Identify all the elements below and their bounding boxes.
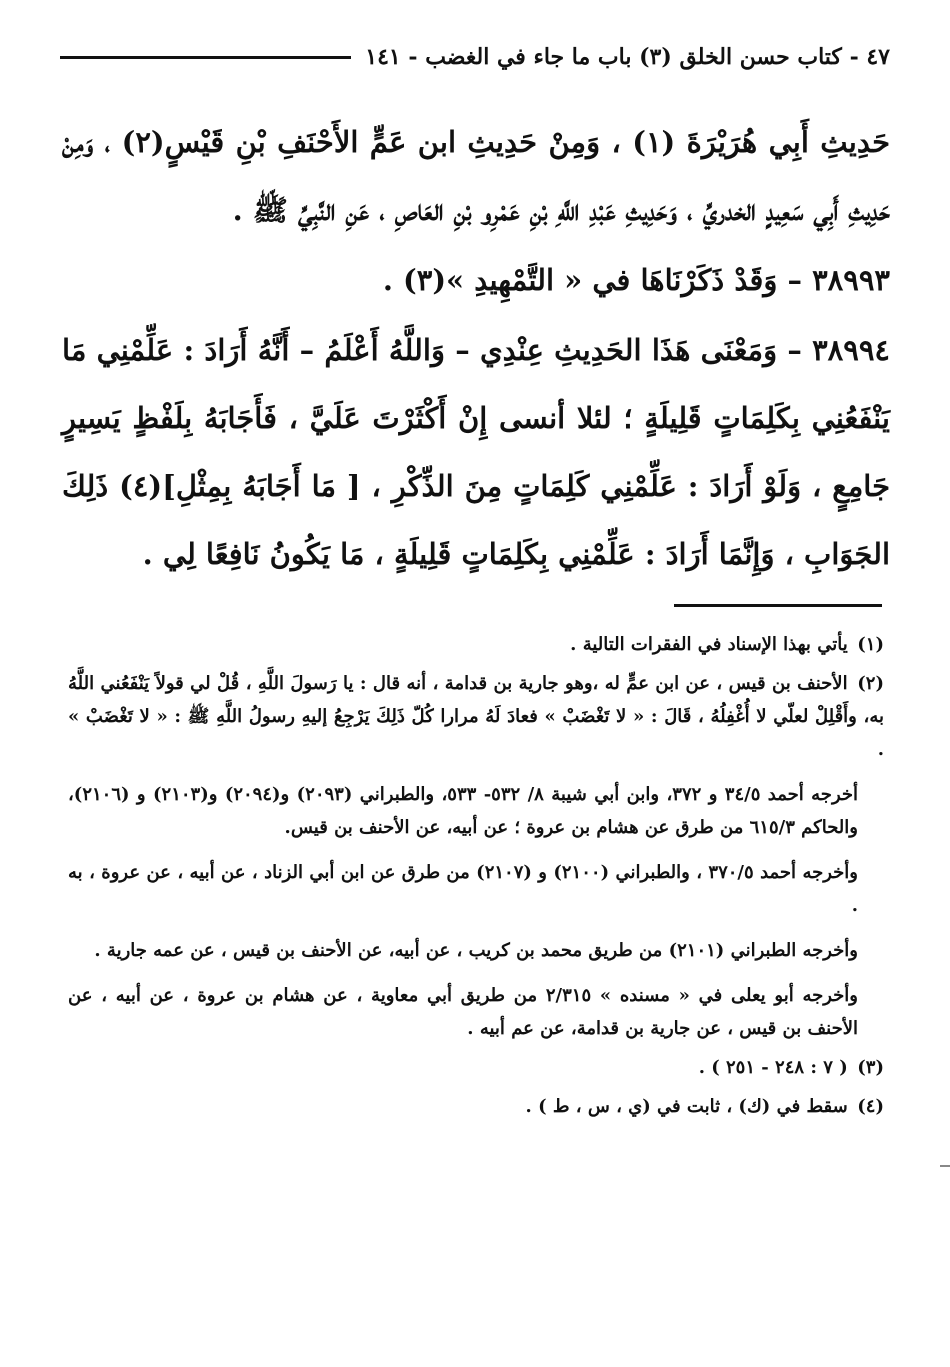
footnote-number: (٣) xyxy=(857,1057,884,1078)
page-header xyxy=(60,40,890,74)
footnote-2-source-3: وأخرجه الطبراني (٢١٠١) من طريق محمد بن كريب ، عن أبيه، عن الأحنف بن قيس ، عن عمه جارية . xyxy=(94,940,858,961)
footnote-4 xyxy=(68,1090,884,1123)
footnote-text: سقط في (ك) ، ثابت في (ي ، س ، ط ) . xyxy=(525,1096,848,1117)
scan-edge-mark xyxy=(940,1165,950,1167)
running-title: ٤٧ - كتاب حسن الخلق (٣) باب ما جاء في الغضب - ١٤١ xyxy=(365,44,890,70)
footnote-2-source-4: وأخرجه أبو يعلى في « مسنده » ٢/٣١٥ من طريق أبي معاوية ، عن هشام بن عروة ، عن أبيه ، عن الأحنف بن قيس ، عن جارية بن قدامة، عن عم أبيه . xyxy=(68,985,858,1039)
footnote-2-source-1: أخرجه أحمد ٣٤/٥ و ٣٧٢، وابن أبي شيبة ٨/ ٥٣٢- ٥٣٣، والطبراني (٢٠٩٣) و(٢٠٩٤) و(٢١٠٣) و (٢١٠٦)، والحاكم ٦١٥/٣ من طرق عن هشام بن عروة ؛ عن أبيه، عن الأحنف بن قيس. xyxy=(68,784,858,838)
footnote-2 xyxy=(68,667,884,766)
footnote-3 xyxy=(68,1051,884,1084)
footnote-number: (٢) xyxy=(857,673,884,694)
footnote-number: (١) xyxy=(857,634,884,655)
paragraph-38994: ٣٨٩٩٤ – وَمَعْنَى هَذَا الحَدِيثِ عِنْدِي – وَاللَّهُ أَعْلَمُ – أَنَّهُ أَرَادَ : عَلِّمْنِي مَا يَنْفَعُنِي بِكَلِمَاتٍ قَلِيلَةٍ ؛ لئلا أنسى إِنْ أَكْثَرْتَ عَلَيَّ ، فَأَجَابَهُ بِلَفْظٍ يَسِيرٍ جَامِعٍ ، وَلَوْ أَرَادَ : عَلِّمْنِي كَلِمَاتٍ مِنَ الذِّكْرِ ، [ مَا أَجَابَهُ بِمِثْلِ](٤) ذَلِكَ الجَوَابِ ، وَإِنَّمَا أَرَادَ : عَلِّمْنِي بِكَلِمَاتٍ قَلِيلَةٍ ، مَا يَكُونُ نَافِعًا لِي . xyxy=(62,333,890,571)
footnote-text: الأحنف بن قيس ، عن ابن عمٍّ له ،وهو جارية بن قدامة ، أنه قال : يا رَسولَ اللَّهِ ، قُلْ لي قولاً يَنْفَعُني اللَّهُ به، وأَقْلِلْ لعلّي لا أُغْفِلُهُ ، قَالَ : « لا تَغْضَبْ » فعادَ لَهُ مرارا كُلّ ذَلِكَ يَرْجِعُ إليهِ رسولُ اللَّهِ ﷺ : « لا تَغْضَبْ » . xyxy=(68,673,884,760)
footnote-2-source-2: وأخرجه أحمد ٣٧٠/٥ ، والطبراني (٢١٠٠) و (٢١٠٧) من طرق عن ابن أبي الزناد ، عن أبيه ، عن عروة ، به . xyxy=(68,862,858,916)
footnotes xyxy=(68,628,884,1129)
header-rule xyxy=(60,56,351,59)
paragraph-38993: ٣٨٩٩٣ – وَقَدْ ذَكَرْنَاهَا في « التَّمْهِيدِ »(٣) . xyxy=(382,263,890,297)
main-text xyxy=(62,108,890,588)
paragraph-1: حَدِيثِ أَبِي هُرَيْرَةَ (١) ، وَمِنْ حَدِيثِ ابن عَمٍّ الأَحْنَفِ بْنِ قَيْسٍ(٢) ، وَمِنْ حَدِيثِ أَبِي سَعِيدٍ الخدريِّ ، وَحَدِيثِ عَبْدِ اللَّهِ بْنِ عَمْرِو بْنِ العَاصِ ، عَنِ النَّبِيِّ ﷺ . xyxy=(62,125,890,227)
footnote-number: (٤) xyxy=(857,1096,884,1117)
footnote-separator xyxy=(674,604,882,607)
footnote-1 xyxy=(68,628,884,661)
footnote-text: يأتي بهذا الإسناد في الفقرات التالية . xyxy=(570,634,848,655)
footnote-text: ( ٧ : ٢٤٨ - ٢٥١ ) . xyxy=(698,1057,848,1078)
